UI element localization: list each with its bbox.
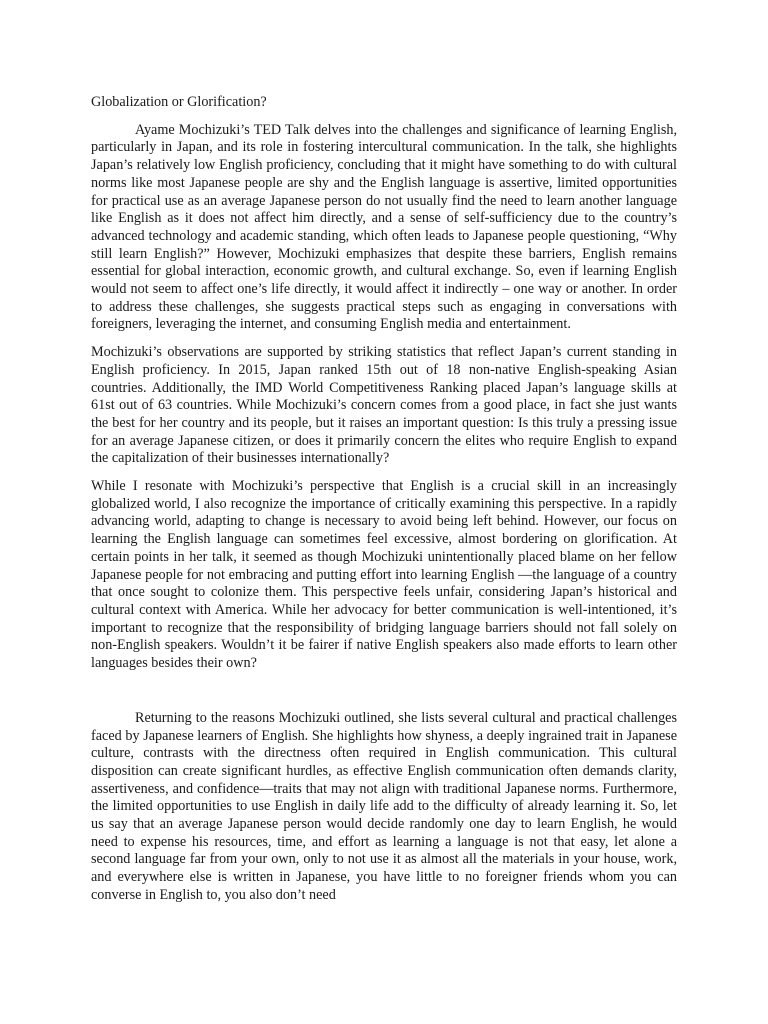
paragraph-reasons: Returning to the reasons Mochizuki outlined, she lists several cultural and practical challenges faced by Japanese learners of English. She highlights how shyness, a deeply ingrained trait in Japanese culture, contrasts with the directness often required in English communication. This cultural disposition can create significant hurdles, as effective English communication often demands clarity, assertiveness, and confidence—traits that may not align with traditional Japanese norms. Furthermore, the limited opportunities to use English in daily life add to the difficulty of already learning it. So, let us say that an average Japanese person would decide randomly one day to learn English, he would need to expense his resources, time, and effort as learning a language is not that easy, let alone a second language far from your own, only to not use it as almost all the materials in your house, work, and everywhere else is written in Japanese, you have little to no foreigner friends whom you can converse in English to, you also don’t need bbox=[91, 709, 677, 903]
document-title: Globalization or Glorification? bbox=[91, 94, 267, 110]
paragraph-perspective: While I resonate with Mochizuki’s perspective that English is a crucial skill in an increasingly globalized world, I also recognize the importance of critically examining this perspective. In a rapidly advancing world, adapting to change is necessary to avoid being left behind. However, our focus on learning the English language can sometimes feel excessive, almost bordering on glorification. At certain points in her talk, it seemed as though Mochizuki unintentionally placed blame on her fellow Japanese people for not embracing and putting effort into learning English —the language of a country that once sought to colonize them. This perspective feels unfair, considering Japan’s historical and cultural context with America. While her advocacy for better communication is well-intentioned, it’s important to recognize that the responsibility of bridging language barriers should not fall solely on non-English speakers. Wouldn’t it be fairer if native English speakers also made efforts to learn other languages besides their own? bbox=[91, 478, 677, 672]
paragraph-statistics: Mochizuki’s observations are supported by striking statistics that reflect Japan’s current standing in English proficiency. In 2015, Japan ranked 15th out of 18 non-native English-speaking Asian countries. Additionally, the IMD World Competitiveness Ranking placed Japan’s language skills at 61st out of 63 countries. While Mochizuki’s concern comes from a good place, in fact she just wants the best for her country and its people, but it raises an important question: Is this truly a pressing issue for an average Japanese citizen, or does it primarily concern the elites who require English to expand the capitalization of their businesses internationally? bbox=[91, 344, 677, 467]
paragraph-intro: Ayame Mochizuki’s TED Talk delves into the challenges and significance of learning English, particularly in Japan, and its role in fostering intercultural communication. In the talk, she highlights Japan’s relatively low English proficiency, concluding that it might have something to do with cultural norms like most Japanese people are shy and the English language is assertive, limited opportunities for practical use as an average Japanese person do not usually find the need to learn another language like English as it does not affect him directly, and a sense of self-sufficiency due to the country’s advanced technology and academic standing, which often leads to Japanese people questioning, “Why still learn English?” However, Mochizuki emphasizes that despite these barriers, English remains essential for global interaction, economic growth, and cultural exchange. So, even if learning English would not seem to affect one’s life directly, it would affect it indirectly – one way or another. In order to address these challenges, she suggests practical steps such as engaging in conversations with foreigners, leveraging the internet, and consuming English media and entertainment. bbox=[91, 121, 677, 333]
document-page bbox=[91, 94, 677, 915]
